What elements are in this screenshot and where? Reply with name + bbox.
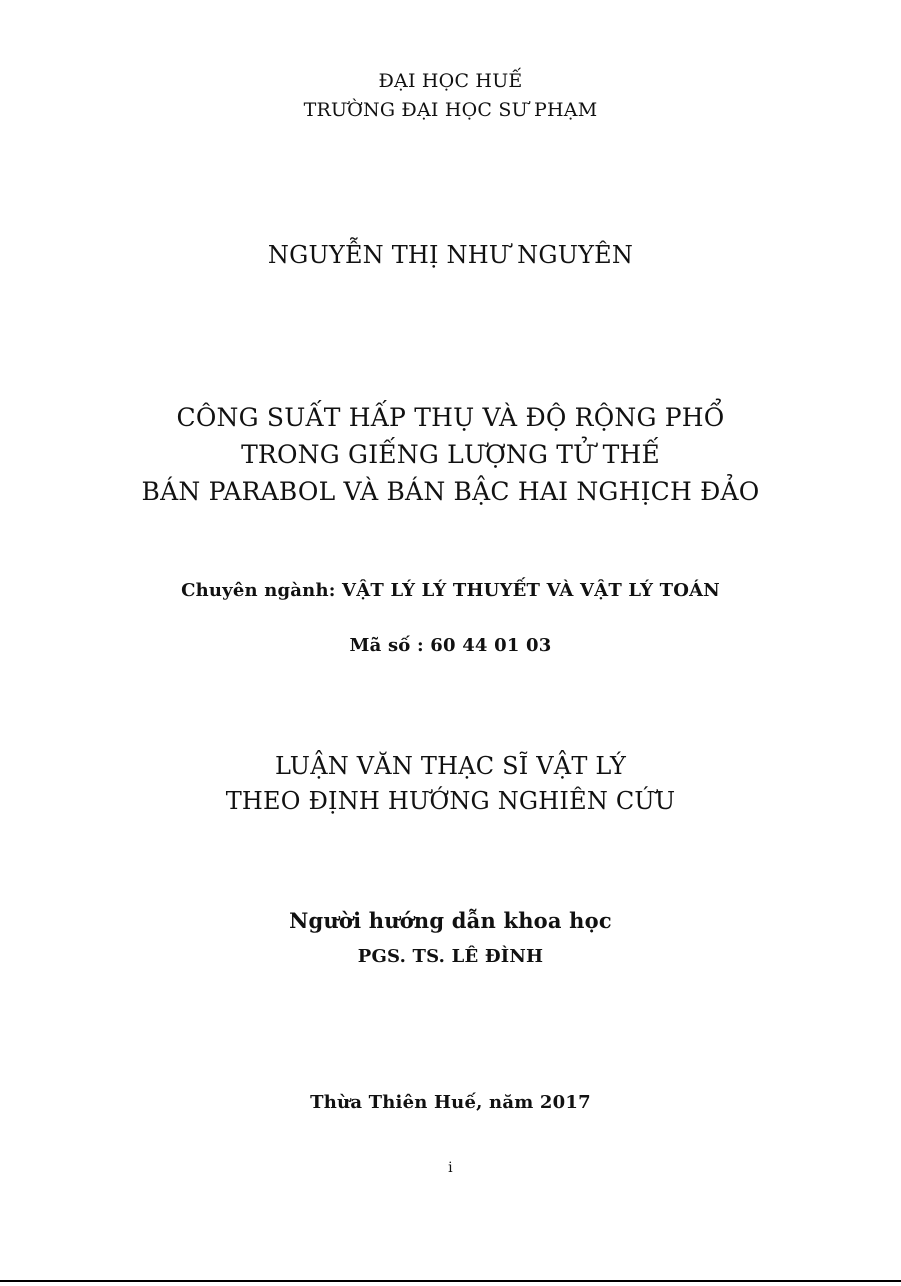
page-number: i (448, 1160, 453, 1176)
degree-line-1: LUẬN VĂN THẠC SĨ VẬT LÝ (274, 752, 627, 780)
thesis-title-line-2: TRONG GIẾNG LƯỢNG TỬ THẾ (241, 440, 660, 469)
page-bottom-border (0, 1280, 901, 1282)
specialization-code: Mã số : 60 44 01 03 (349, 635, 552, 656)
school-name: TRƯỜNG ĐẠI HỌC SƯ PHẠM (303, 99, 598, 121)
author-name: NGUYỄN THỊ NHƯ NGUYÊN (267, 241, 634, 269)
degree-line-2: THEO ĐỊNH HƯỚNG NGHIÊN CỨU (225, 787, 676, 815)
advisor-name: PGS. TS. LÊ ĐÌNH (357, 946, 544, 967)
university-name: ĐẠI HỌC HUẾ (378, 70, 523, 92)
place-and-year: Thừa Thiên Huế, năm 2017 (310, 1092, 591, 1113)
advisor-label: Người hướng dẫn khoa học (289, 908, 612, 933)
specialization: Chuyên ngành: VẬT LÝ LÝ THUYẾT VÀ VẬT LÝ TOÁN (181, 580, 720, 601)
thesis-title-line-1: CÔNG SUẤT HẤP THỤ VÀ ĐỘ RỘNG PHỔ (176, 403, 725, 432)
thesis-title-line-3: BÁN PARABOL VÀ BÁN BẬC HAI NGHỊCH ĐẢO (141, 477, 760, 506)
